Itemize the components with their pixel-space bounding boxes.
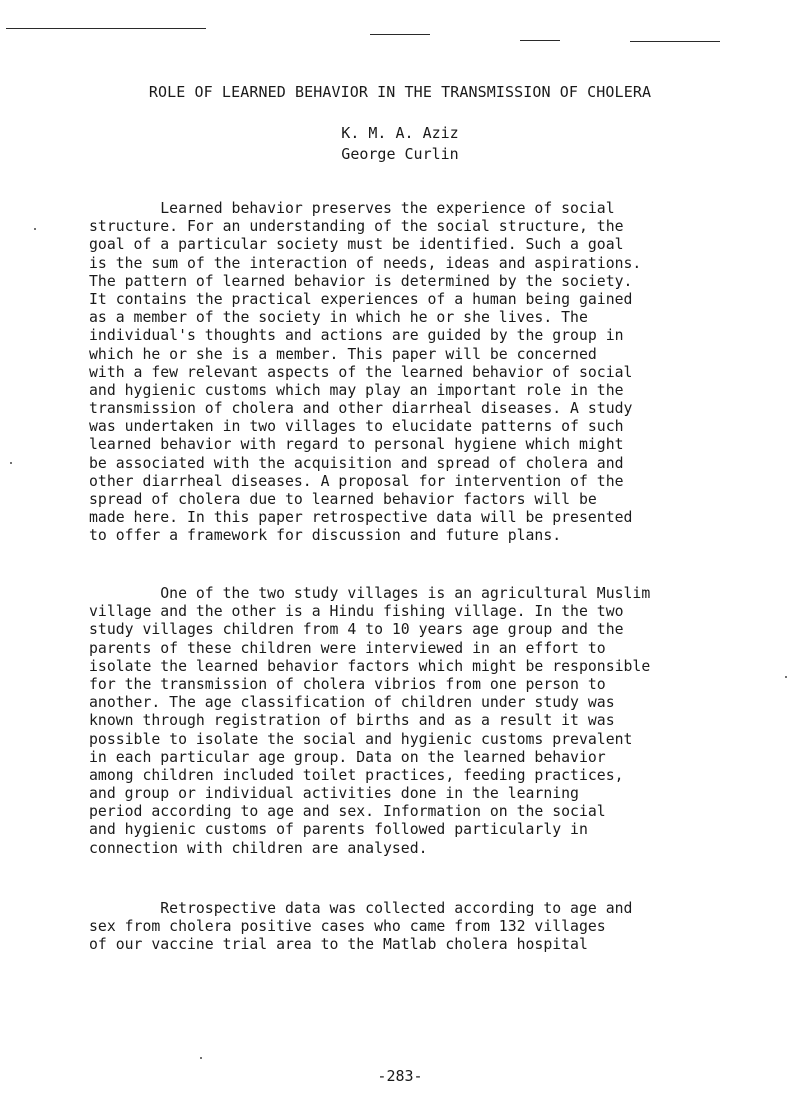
text-line: other diarrheal diseases. A proposal for intervention of the — [89, 472, 624, 490]
text-line: isolate the learned behavior factors which might be responsible — [89, 657, 651, 675]
body-paragraph — [89, 900, 789, 955]
text-line: structure. For an understanding of the social structure, the — [89, 218, 624, 236]
text-line: possible to isolate the social and hygienic customs prevalent — [89, 730, 633, 748]
scan-artifact-line — [520, 40, 560, 41]
text-line: period according to age and sex. Information on the social — [89, 803, 606, 821]
text-line: was undertaken in two villages to elucidate patterns of such — [89, 418, 624, 436]
text-line: and hygienic customs of parents followed particularly in — [89, 821, 588, 839]
text-line: be associated with the acquisition and spread of cholera and — [89, 454, 624, 472]
text-line: connection with children are analysed. — [89, 839, 428, 857]
body-paragraph — [89, 200, 789, 546]
scan-artifact-line — [370, 34, 430, 35]
text-line: as a member of the society in which he or she lives. The — [89, 309, 588, 327]
text-line: with a few relevant aspects of the learned behavior of social — [89, 363, 633, 381]
text-line: in each particular age group. Data on the learned behavior — [89, 748, 606, 766]
text-line: parents of these children were interviewed in an effort to — [89, 639, 606, 657]
text-line: and group or individual activities done in the learning — [89, 785, 579, 803]
text-line: The pattern of learned behavior is determined by the society. — [89, 272, 633, 290]
text-line: made here. In this paper retrospective data will be presented — [89, 509, 633, 527]
text-line: which he or she is a member. This paper will be concerned — [89, 345, 597, 363]
text-line: individual's thoughts and actions are guided by the group in — [89, 327, 624, 345]
text-line: and hygienic customs which may play an important role in the — [89, 381, 624, 399]
text-line: for the transmission of cholera vibrios from one person to — [89, 675, 606, 693]
body-paragraph — [89, 585, 789, 858]
text-line: of our vaccine trial area to the Matlab cholera hospital — [89, 936, 588, 954]
text-line: learned behavior with regard to personal hygiene which might — [89, 436, 624, 454]
text-line: spread of cholera due to learned behavior factors will be — [89, 491, 597, 508]
text-line: Retrospective data was collected according to age and — [89, 900, 633, 917]
author-name: George Curlin — [341, 145, 459, 163]
scan-artifact-dot — [10, 462, 12, 464]
text-line: One of the two study villages is an agricultural Muslim — [89, 585, 651, 602]
text-line: known through registration of births and as a result it was — [89, 712, 615, 730]
text-line: another. The age classification of children under study was — [89, 694, 615, 712]
scan-artifact-dot — [34, 228, 36, 230]
document-title: ROLE OF LEARNED BEHAVIOR IN THE TRANSMISSION OF CHOLERA — [148, 83, 652, 101]
text-line: to offer a framework for discussion and future plans. — [89, 527, 562, 545]
text-line: among children included toilet practices, feeding practices, — [89, 766, 624, 784]
author-name: K. M. A. Aziz — [341, 124, 459, 142]
scan-artifact-line — [6, 28, 206, 29]
scan-artifact-line — [630, 41, 720, 42]
text-line: village and the other is a Hindu fishing village. In the two — [89, 603, 624, 621]
text-line: Learned behavior preserves the experience of social — [89, 200, 615, 217]
text-line: transmission of cholera and other diarrheal diseases. A study — [89, 400, 633, 418]
text-line: study villages children from 4 to 10 years age group and the — [89, 621, 624, 639]
text-line: It contains the practical experiences of a human being gained — [89, 290, 633, 308]
page-number: -283- — [377, 1067, 423, 1085]
scan-artifact-dot — [200, 1057, 202, 1059]
text-line: goal of a particular society must be identified. Such a goal — [89, 236, 624, 254]
text-line: sex from cholera positive cases who came from 132 villages — [89, 918, 606, 936]
text-line: is the sum of the interaction of needs, ideas and aspirations. — [89, 254, 642, 272]
